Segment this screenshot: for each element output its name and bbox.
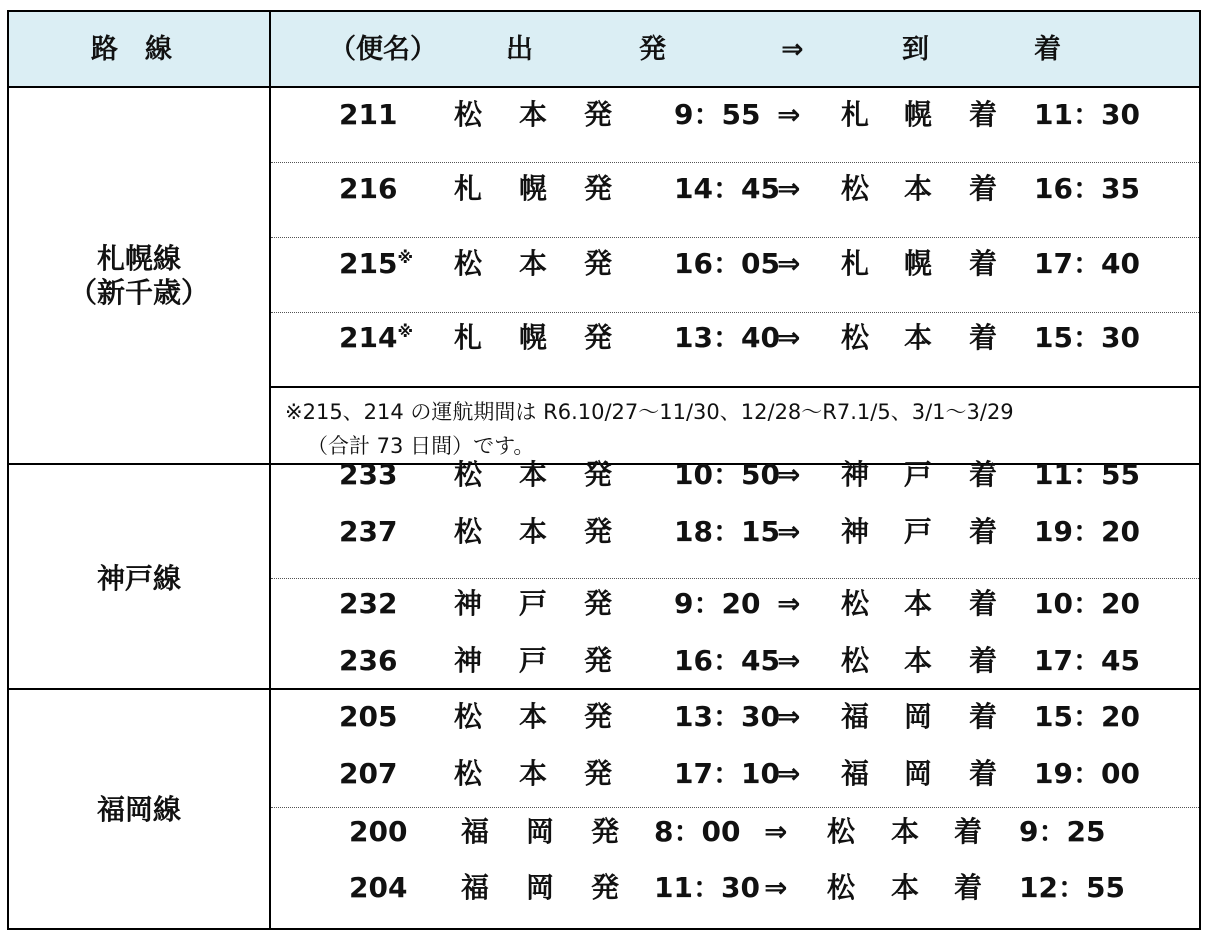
flight-c3: 松 bbox=[841, 587, 870, 620]
flight-c1: 松 bbox=[454, 757, 483, 790]
flight-c1: 松 bbox=[454, 700, 483, 733]
flight-arrow: ⇒ bbox=[777, 321, 801, 354]
flight-c4: 戸 bbox=[904, 515, 933, 548]
flight-atime: 16：35 bbox=[1034, 172, 1140, 205]
flight-no: 204 bbox=[349, 871, 408, 904]
flight-atime: 11：55 bbox=[1034, 458, 1140, 491]
flight-c1: 松 bbox=[454, 458, 483, 491]
flight-no: 237 bbox=[339, 515, 398, 548]
flight-atime: 17：45 bbox=[1034, 644, 1140, 677]
flight-c4: 戸 bbox=[904, 458, 933, 491]
flight-arrow: ⇒ bbox=[777, 458, 801, 491]
flight-arr: 着 bbox=[969, 644, 998, 677]
flight-c4: 本 bbox=[891, 815, 920, 848]
flight-dep: 発 bbox=[584, 757, 613, 790]
section-divider bbox=[9, 688, 1199, 690]
flight-dep: 発 bbox=[584, 515, 613, 548]
flight-dep: 発 bbox=[584, 644, 613, 677]
route-fukuoka: 福岡線 bbox=[96, 793, 181, 826]
flight-c3: 神 bbox=[841, 515, 870, 548]
row-divider bbox=[271, 578, 1199, 579]
flight-c3: 神 bbox=[841, 458, 870, 491]
flight-c3: 松 bbox=[841, 644, 870, 677]
header-row bbox=[9, 12, 1199, 88]
header-flight-no: （便名） bbox=[329, 34, 437, 65]
flight-arrow: ⇒ bbox=[777, 644, 801, 677]
route-sapporo bbox=[9, 242, 269, 310]
flight-no: 215※ bbox=[339, 247, 414, 280]
row-divider bbox=[271, 807, 1199, 808]
flight-no: 233 bbox=[339, 458, 398, 491]
flight-dtime: 16：45 bbox=[674, 644, 780, 677]
flight-c2: 幌 bbox=[519, 321, 548, 354]
flight-dep: 発 bbox=[584, 172, 613, 205]
flight-atime: 15：30 bbox=[1034, 321, 1140, 354]
flight-no: 205 bbox=[339, 700, 398, 733]
flight-c1: 松 bbox=[454, 247, 483, 280]
flight-c1: 神 bbox=[454, 644, 483, 677]
flight-arr: 着 bbox=[954, 815, 983, 848]
flight-atime: 17：40 bbox=[1034, 247, 1140, 280]
row-divider bbox=[271, 312, 1199, 313]
flight-dep: 発 bbox=[584, 247, 613, 280]
flight-dtime: 10：50 bbox=[674, 458, 780, 491]
flight-atime: 19：20 bbox=[1034, 515, 1140, 548]
header-arrow: ⇒ bbox=[781, 34, 804, 65]
flight-arrow: ⇒ bbox=[764, 871, 788, 904]
flight-arr: 着 bbox=[969, 515, 998, 548]
flight-c3: 松 bbox=[841, 172, 870, 205]
flight-arr: 着 bbox=[969, 757, 998, 790]
route-sapporo-line1: 札幌線 bbox=[96, 242, 181, 275]
flight-c3: 松 bbox=[827, 815, 856, 848]
flight-dtime: 18：15 bbox=[674, 515, 780, 548]
flight-c4: 幌 bbox=[904, 247, 933, 280]
flight-c4: 本 bbox=[904, 587, 933, 620]
flight-c4: 本 bbox=[904, 321, 933, 354]
flight-c2: 岡 bbox=[526, 815, 555, 848]
flight-arrow: ⇒ bbox=[777, 247, 801, 280]
flight-c3: 福 bbox=[841, 700, 870, 733]
row-divider bbox=[271, 237, 1199, 238]
flight-c2: 本 bbox=[519, 515, 548, 548]
flight-dtime: 14：45 bbox=[674, 172, 780, 205]
flight-arrow: ⇒ bbox=[777, 757, 801, 790]
header-arrival-1: 到 bbox=[902, 34, 929, 65]
flight-arr: 着 bbox=[969, 700, 998, 733]
flight-c3: 札 bbox=[841, 98, 870, 131]
flight-c2: 戸 bbox=[519, 587, 548, 620]
flight-arrow: ⇒ bbox=[764, 815, 788, 848]
flight-arr: 着 bbox=[969, 321, 998, 354]
route-sapporo-line2: （新千歳） bbox=[68, 276, 209, 309]
note-line-2: （合計 73 日間）です。 bbox=[307, 434, 535, 458]
flight-c1: 福 bbox=[461, 871, 490, 904]
flight-c2: 本 bbox=[519, 700, 548, 733]
flight-c4: 岡 bbox=[904, 757, 933, 790]
flight-no: 236 bbox=[339, 644, 398, 677]
flight-no: 216 bbox=[339, 172, 398, 205]
flight-c1: 札 bbox=[454, 172, 483, 205]
flight-dtime: 11：30 bbox=[654, 871, 760, 904]
flight-c4: 本 bbox=[904, 644, 933, 677]
flight-c2: 本 bbox=[519, 757, 548, 790]
flight-dep: 発 bbox=[591, 815, 620, 848]
flight-no: 214※ bbox=[339, 321, 414, 354]
flight-dtime: 13：30 bbox=[674, 700, 780, 733]
row-divider bbox=[271, 162, 1199, 163]
timetable bbox=[7, 10, 1201, 930]
flight-arrow: ⇒ bbox=[777, 515, 801, 548]
header-route: 路 線 bbox=[91, 34, 172, 65]
flight-dtime: 16：05 bbox=[674, 247, 780, 280]
flight-atime: 10：20 bbox=[1034, 587, 1140, 620]
flight-atime: 11：30 bbox=[1034, 98, 1140, 131]
flight-c1: 札 bbox=[454, 321, 483, 354]
flight-c1: 松 bbox=[454, 515, 483, 548]
flight-arrow: ⇒ bbox=[777, 700, 801, 733]
footnote-mark: ※ bbox=[397, 322, 414, 341]
flight-dtime: 9：55 bbox=[674, 98, 761, 131]
flight-atime: 15：20 bbox=[1034, 700, 1140, 733]
flight-c2: 幌 bbox=[519, 172, 548, 205]
flight-arr: 着 bbox=[969, 587, 998, 620]
header-arrival-2: 着 bbox=[1034, 34, 1061, 65]
footnote-mark: ※ bbox=[397, 248, 414, 267]
flight-dtime: 17：10 bbox=[674, 757, 780, 790]
flight-c3: 松 bbox=[827, 871, 856, 904]
header-departure-2: 発 bbox=[639, 34, 666, 65]
flight-c3: 福 bbox=[841, 757, 870, 790]
flight-c2: 本 bbox=[519, 458, 548, 491]
flight-c2: 本 bbox=[519, 98, 548, 131]
flight-arr: 着 bbox=[954, 871, 983, 904]
column-divider bbox=[269, 12, 271, 928]
flight-no: 232 bbox=[339, 587, 398, 620]
flight-c1: 福 bbox=[461, 815, 490, 848]
flight-c4: 幌 bbox=[904, 98, 933, 131]
flight-dep: 発 bbox=[584, 458, 613, 491]
flight-arr: 着 bbox=[969, 247, 998, 280]
flight-c2: 戸 bbox=[519, 644, 548, 677]
flight-atime: 12：55 bbox=[1019, 871, 1125, 904]
flight-dep: 発 bbox=[584, 587, 613, 620]
flight-c4: 岡 bbox=[904, 700, 933, 733]
flight-arrow: ⇒ bbox=[777, 172, 801, 205]
flight-dtime: 9：20 bbox=[674, 587, 761, 620]
flight-dep: 発 bbox=[584, 321, 613, 354]
flight-no: 211 bbox=[339, 98, 398, 131]
flight-atime: 19：00 bbox=[1034, 757, 1140, 790]
flight-no: 207 bbox=[339, 757, 398, 790]
flight-c3: 松 bbox=[841, 321, 870, 354]
flight-c3: 札 bbox=[841, 247, 870, 280]
note-divider bbox=[271, 386, 1199, 388]
flight-arr: 着 bbox=[969, 172, 998, 205]
note-line-1: ※215、214 の運航期間は R6.10/27〜11/30、12/28〜R7.1/5、3/1〜3/29 bbox=[285, 400, 1014, 424]
header-departure-1: 出 bbox=[506, 34, 533, 65]
flight-arrow: ⇒ bbox=[777, 98, 801, 131]
flight-dtime: 13：40 bbox=[674, 321, 780, 354]
flight-dep: 発 bbox=[584, 700, 613, 733]
flight-dep: 発 bbox=[591, 871, 620, 904]
flight-c1: 神 bbox=[454, 587, 483, 620]
flight-c1: 松 bbox=[454, 98, 483, 131]
flight-arrow: ⇒ bbox=[777, 587, 801, 620]
flight-c2: 岡 bbox=[526, 871, 555, 904]
flight-c4: 本 bbox=[891, 871, 920, 904]
flight-c2: 本 bbox=[519, 247, 548, 280]
flight-arr: 着 bbox=[969, 98, 998, 131]
flight-atime: 9：25 bbox=[1019, 815, 1106, 848]
route-kobe: 神戸線 bbox=[96, 562, 181, 595]
flight-arr: 着 bbox=[969, 458, 998, 491]
flight-dep: 発 bbox=[584, 98, 613, 131]
flight-dtime: 8：00 bbox=[654, 815, 741, 848]
flight-no: 200 bbox=[349, 815, 408, 848]
flight-c4: 本 bbox=[904, 172, 933, 205]
